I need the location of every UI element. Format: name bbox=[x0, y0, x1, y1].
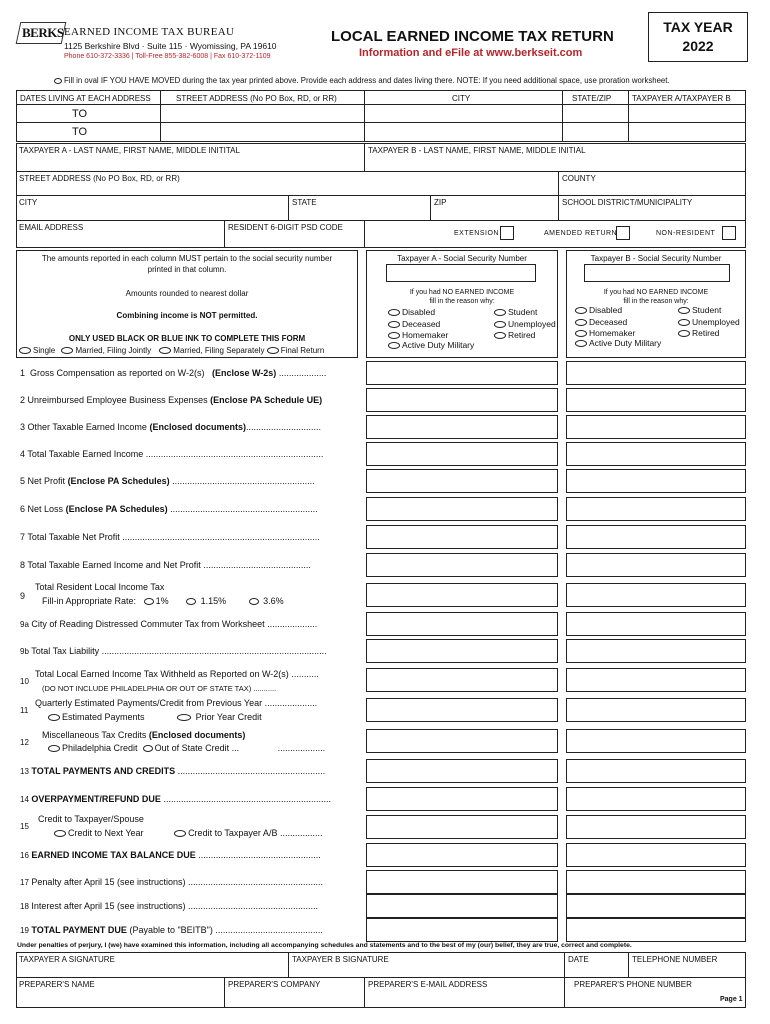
philadelphia-credit-label: Philadelphia Credit bbox=[62, 743, 138, 753]
col-city: CITY bbox=[452, 94, 471, 103]
b-student-oval[interactable] bbox=[678, 307, 690, 314]
line-2-num: 2 bbox=[20, 395, 26, 405]
line-11-amount-a[interactable] bbox=[366, 698, 558, 722]
line-12-dots: ................... bbox=[277, 743, 326, 753]
line-9-num: 9 bbox=[20, 591, 26, 601]
extension-label: EXTENSION bbox=[454, 230, 499, 237]
line-2-amount-a[interactable] bbox=[366, 388, 558, 412]
b-retired-oval[interactable] bbox=[678, 330, 690, 337]
filing-status bbox=[19, 346, 324, 355]
line-8-label bbox=[20, 560, 311, 570]
line-2-amount-b[interactable] bbox=[566, 388, 746, 412]
line-14-bold: OVERPAYMENT/REFUND DUE bbox=[31, 794, 161, 804]
a-student-oval[interactable] bbox=[494, 309, 506, 316]
line-2-bold: (Enclose PA Schedule UE) bbox=[210, 395, 323, 405]
line-16-dots: ................................................. bbox=[198, 850, 321, 860]
filing-joint-oval[interactable] bbox=[61, 347, 73, 354]
taxpayer-a-signature-label: TAXPAYER A SIGNATURE bbox=[19, 955, 115, 964]
line-6-bold: (Enclose PA Schedules) bbox=[65, 504, 168, 514]
preparer-email-label: PREPARER'S E-MAIL ADDRESS bbox=[368, 980, 488, 989]
credit-taxpayer-oval[interactable] bbox=[174, 830, 186, 837]
nonresident-checkbox[interactable] bbox=[722, 226, 736, 240]
line-12-bold: (Enclosed documents) bbox=[148, 730, 246, 740]
date-label: DATE bbox=[568, 955, 589, 964]
line-9b-amount-b[interactable] bbox=[566, 639, 746, 663]
line-1-amount-a[interactable] bbox=[366, 361, 558, 385]
col-taxpayer: TAXPAYER A/TAXPAYER B bbox=[632, 94, 731, 103]
line-6-dots: ........................................................... bbox=[170, 504, 318, 514]
line-16-amount-b[interactable] bbox=[566, 843, 746, 867]
line-1-bold: (Enclose W-2s) bbox=[211, 368, 277, 378]
amended-checkbox[interactable] bbox=[616, 226, 630, 240]
line-19-bold: TOTAL PAYMENT DUE bbox=[31, 925, 127, 935]
line-17-text: Penalty after April 15 (see instructions) bbox=[31, 877, 186, 887]
b-homemaker-label: Homemaker bbox=[589, 328, 636, 338]
line-14-num: 14 bbox=[20, 795, 29, 804]
line-15-amount-a[interactable] bbox=[366, 815, 558, 839]
line-13-label bbox=[20, 766, 325, 776]
line-3-amount-b[interactable] bbox=[566, 415, 746, 439]
line-10-num: 10 bbox=[20, 677, 29, 686]
extension-checkbox[interactable] bbox=[500, 226, 514, 240]
b-student-label: Student bbox=[692, 305, 722, 315]
line-11-text bbox=[35, 698, 317, 708]
line-4-amount-a[interactable] bbox=[366, 442, 558, 466]
line-10-amount-a[interactable] bbox=[366, 668, 558, 692]
tax-year-box bbox=[648, 12, 748, 62]
line-11-amount-b[interactable] bbox=[566, 698, 746, 722]
taxpayer-a-ssn-input[interactable] bbox=[386, 264, 536, 282]
estimated-payments-label: Estimated Payments bbox=[62, 712, 145, 722]
instr-line2: printed in that column. bbox=[147, 265, 227, 274]
b-homemaker-oval[interactable] bbox=[575, 330, 587, 337]
line-19-label bbox=[20, 925, 323, 935]
to-label-2: TO bbox=[72, 126, 88, 138]
a-military-label: Active Duty Military bbox=[402, 339, 475, 350]
line-12-opts bbox=[48, 743, 325, 753]
line-9-sub: Fill-in Appropriate Rate: bbox=[42, 596, 137, 606]
line-9-text: Total Resident Local Income Tax bbox=[35, 582, 165, 592]
filing-final-label: Final Return bbox=[280, 346, 325, 355]
amended-label: AMENDED RETURN bbox=[544, 230, 618, 237]
line-9b-amount-a[interactable] bbox=[366, 639, 558, 663]
line-14-label bbox=[20, 794, 331, 804]
line-4-amount-b[interactable] bbox=[566, 442, 746, 466]
line-18-amount-b[interactable] bbox=[566, 894, 746, 918]
line-4-text: Total Taxable Earned Income bbox=[27, 449, 144, 459]
b-disabled-label: Disabled bbox=[589, 305, 623, 315]
line-13-amount-a[interactable] bbox=[366, 759, 558, 783]
line-15-text: Credit to Taxpayer/Spouse bbox=[38, 814, 144, 824]
line-6-text: Net Loss bbox=[27, 504, 64, 514]
line-16-bold: EARNED INCOME TAX BALANCE DUE bbox=[31, 850, 196, 860]
line-7-dots: ............................................................................... bbox=[122, 532, 320, 542]
perjury-statement: Under penalties of perjury, I (we) have examined this information, including all accompanying schedules and statements and to the best of my (our) belief, they are true, correct and complete. bbox=[17, 942, 632, 949]
line-12-num: 12 bbox=[20, 738, 29, 747]
taxpayer-b-signature-label: TAXPAYER B SIGNATURE bbox=[292, 955, 389, 964]
to-label-1: TO bbox=[72, 108, 88, 120]
telephone-label: TELEPHONE NUMBER bbox=[632, 955, 718, 964]
b-deceased-oval[interactable] bbox=[575, 319, 587, 326]
line-3-bold: (Enclosed documents) bbox=[149, 422, 246, 432]
preparer-phone-label: PREPARER'S PHONE NUMBER bbox=[574, 980, 692, 989]
taxpayer-b-reasons-left bbox=[575, 305, 661, 349]
line-17-amount-a[interactable] bbox=[366, 870, 558, 894]
line-5-num: 5 bbox=[20, 476, 26, 486]
line-17-dots: ...................................................... bbox=[188, 877, 324, 887]
out-of-state-label: Out of State Credit ... bbox=[154, 743, 240, 753]
a-retired-oval[interactable] bbox=[494, 332, 506, 339]
line-9a-dots: .................... bbox=[267, 619, 318, 629]
psd-label: RESIDENT 6-DIGIT PSD CODE bbox=[228, 223, 343, 232]
line-18-amount-a[interactable] bbox=[366, 894, 558, 918]
line-10-sub bbox=[42, 684, 276, 693]
credit-taxpayer-label: Credit to Taxpayer A/B bbox=[188, 828, 278, 838]
line-7-amount-a[interactable] bbox=[366, 525, 558, 549]
line-5-label bbox=[20, 476, 315, 486]
line-18-text: Interest after April 15 (see instructions) bbox=[31, 901, 186, 911]
a-deceased-oval[interactable] bbox=[388, 321, 400, 328]
rate-115-oval[interactable] bbox=[186, 598, 196, 605]
b-unemployed-oval[interactable] bbox=[678, 319, 690, 326]
moved-note-text: Fill in oval IF YOU HAVE MOVED during the tax year printed above. Provide each address and dates living there. NOTE: If you need additional space, use proration worksheet. bbox=[64, 76, 670, 85]
col-street: STREET ADDRESS (No PO Box, RD, or RR) bbox=[176, 94, 337, 103]
line-3-amount-a[interactable] bbox=[366, 415, 558, 439]
line-5-text: Net Profit bbox=[27, 476, 66, 486]
line-1-amount-b[interactable] bbox=[566, 361, 746, 385]
line-18-dots: .................................................... bbox=[188, 901, 319, 911]
state-label: STATE bbox=[292, 198, 317, 207]
line-3-dots: .............................. bbox=[245, 422, 321, 432]
line-14-amount-b[interactable] bbox=[566, 787, 746, 811]
a-homemaker-oval[interactable] bbox=[388, 332, 400, 339]
line-15-dots: ................. bbox=[279, 828, 323, 838]
line-1-text: Gross Compensation as reported on W-2(s) bbox=[30, 368, 205, 378]
b-unemployed-label: Unemployed bbox=[692, 316, 740, 327]
instr-ink: ONLY USED BLACK OR BLUE INK TO COMPLETE THIS FORM bbox=[68, 334, 306, 343]
line-9a-amount-a[interactable] bbox=[366, 612, 558, 636]
logo-text: BERKS bbox=[22, 25, 64, 40]
line-5-bold: (Enclose PA Schedules) bbox=[67, 476, 170, 486]
line-7-num: 7 bbox=[20, 532, 26, 542]
b-military-oval[interactable] bbox=[575, 340, 587, 347]
line-11-dots: ..................... bbox=[264, 698, 318, 708]
taxpayer-a-reasons-left bbox=[388, 307, 474, 351]
line-8-text: Total Taxable Earned Income and Net Profit bbox=[27, 560, 201, 570]
taxpayer-b-no-income-1: If you had NO EARNED INCOME bbox=[603, 289, 709, 296]
credit-next-year-label: Credit to Next Year bbox=[68, 828, 144, 838]
line-16-num: 16 bbox=[20, 851, 29, 860]
line-8-dots: ........................................... bbox=[203, 560, 311, 570]
zip-label: ZIP bbox=[434, 198, 447, 207]
b-retired-label: Retired bbox=[692, 328, 720, 338]
bureau-address: 1125 Berkshire Blvd · Suite 115 · Wyomissing, PA 19610 bbox=[64, 41, 277, 51]
line-4-dots: ....................................................................... bbox=[145, 449, 324, 459]
out-of-state-oval[interactable] bbox=[143, 745, 153, 752]
line-11-main: Quarterly Estimated Payments/Credit from Previous Year bbox=[35, 698, 263, 708]
filing-separate-oval[interactable] bbox=[159, 347, 171, 354]
line-7-text: Total Taxable Net Profit bbox=[27, 532, 120, 542]
line-15-opts bbox=[54, 828, 322, 838]
b-military-label: Active Duty Military bbox=[589, 337, 662, 348]
line-9a-label bbox=[20, 619, 317, 629]
col-dates: DATES LIVING AT EACH ADDRESS bbox=[20, 94, 151, 103]
line-14-amount-a[interactable] bbox=[366, 787, 558, 811]
line-1-dots: ................... bbox=[278, 368, 327, 378]
line-5-amount-a[interactable] bbox=[366, 469, 558, 493]
line-8-amount-b[interactable] bbox=[566, 553, 746, 577]
rate-1-oval[interactable] bbox=[144, 598, 154, 605]
line-5-dots: ......................................................... bbox=[172, 476, 315, 486]
form-title: LOCAL EARNED INCOME TAX RETURN bbox=[331, 28, 614, 45]
line-3-num: 3 bbox=[20, 422, 26, 432]
line-15-amount-b[interactable] bbox=[566, 815, 746, 839]
line-12-main: Miscellaneous Tax Credits bbox=[42, 730, 147, 740]
instr-line1: The amounts reported in each column MUST pertain to the social security number bbox=[41, 254, 333, 263]
line-9a-num: 9a bbox=[20, 620, 29, 629]
line-19-amount-a[interactable] bbox=[366, 918, 558, 942]
line-1-num: 1 bbox=[20, 368, 26, 378]
line-19-amount-b[interactable] bbox=[566, 918, 746, 942]
line-19-text: (Payable to "BEITB") bbox=[129, 925, 213, 935]
line-1-label bbox=[20, 368, 326, 378]
moved-note bbox=[54, 76, 670, 85]
taxpayer-a-ssn-label: Taxpayer A - Social Security Number bbox=[397, 254, 527, 263]
line-9-amount-b[interactable] bbox=[566, 583, 746, 607]
line-5-amount-b[interactable] bbox=[566, 469, 746, 493]
line-12-text bbox=[42, 730, 245, 740]
credit-next-year-oval[interactable] bbox=[54, 830, 66, 837]
school-label: SCHOOL DISTRICT/MUNICIPALITY bbox=[562, 198, 693, 207]
nonresident-label: NON-RESIDENT bbox=[656, 230, 716, 237]
col-state: STATE/ZIP bbox=[572, 94, 612, 103]
line-10-sub-dots: ........... bbox=[253, 684, 277, 693]
line-16-amount-a[interactable] bbox=[366, 843, 558, 867]
rate-1-label: 1% bbox=[155, 596, 169, 606]
b-disabled-oval[interactable] bbox=[575, 307, 587, 314]
line-11-opts bbox=[48, 712, 262, 722]
line-7-amount-b[interactable] bbox=[566, 525, 746, 549]
line-2-label bbox=[20, 395, 322, 405]
line-12-amount-b[interactable] bbox=[566, 729, 746, 753]
line-14-dots: ................................................................... bbox=[163, 794, 331, 804]
a-unemployed-label: Unemployed bbox=[508, 318, 556, 329]
line-19-num: 19 bbox=[20, 926, 29, 935]
a-disabled-label: Disabled bbox=[402, 307, 436, 317]
a-disabled-oval[interactable] bbox=[388, 309, 400, 316]
page-number: Page 1 bbox=[720, 996, 743, 1003]
a-unemployed-oval[interactable] bbox=[494, 321, 506, 328]
filing-separate-label: Married, Filing Separately bbox=[173, 346, 265, 355]
line-10-text bbox=[35, 669, 319, 679]
a-retired-label: Retired bbox=[508, 330, 536, 340]
rate-36-oval[interactable] bbox=[249, 598, 259, 605]
taxpayer-b-ssn-input[interactable] bbox=[584, 264, 730, 282]
line-8-num: 8 bbox=[20, 560, 26, 570]
line-9a-amount-b[interactable] bbox=[566, 612, 746, 636]
line-6-amount-a[interactable] bbox=[366, 497, 558, 521]
line-16-label bbox=[20, 850, 321, 860]
line-4-label bbox=[20, 449, 323, 459]
instr-combining: Combining income is NOT permitted. bbox=[116, 311, 258, 320]
line-17-label bbox=[20, 877, 323, 887]
line-17-amount-b[interactable] bbox=[566, 870, 746, 894]
line-10-main: Total Local Earned Income Tax Withheld as Reported on W-2(s) bbox=[35, 669, 289, 679]
rate-36-label: 3.6% bbox=[263, 596, 284, 606]
line-19-dots: ........................................... bbox=[215, 925, 323, 935]
line-10-sub-text: (DO NOT INCLUDE PHILADELPHIA OR OUT OF STATE TAX) bbox=[42, 684, 252, 693]
moved-oval[interactable] bbox=[54, 78, 62, 84]
filing-joint-label: Married, Filing Jointly bbox=[75, 346, 152, 355]
philadelphia-credit-oval[interactable] bbox=[48, 745, 60, 752]
line-6-label bbox=[20, 504, 318, 514]
line-4-num: 4 bbox=[20, 449, 26, 459]
line-7-label bbox=[20, 532, 320, 542]
prior-year-credit-label: Prior Year Credit bbox=[195, 712, 262, 722]
line-2-text: Unreimbursed Employee Business Expenses bbox=[27, 395, 208, 405]
line-10-amount-b[interactable] bbox=[566, 668, 746, 692]
taxpayer-b-reasons-right bbox=[678, 305, 740, 340]
line-15-num: 15 bbox=[20, 822, 29, 831]
line-9b-num: 9b bbox=[20, 647, 29, 656]
line-13-num: 13 bbox=[20, 767, 29, 776]
line-9-amount-a[interactable] bbox=[366, 583, 558, 607]
line-13-bold: TOTAL PAYMENTS AND CREDITS bbox=[31, 766, 176, 776]
line-17-num: 17 bbox=[20, 878, 29, 887]
rate-115-label: 1.15% bbox=[200, 596, 227, 606]
email-label: EMAIL ADDRESS bbox=[19, 223, 84, 232]
line-3-text: Other Taxable Earned Income bbox=[27, 422, 147, 432]
taxpayer-a-name-label: TAXPAYER A - LAST NAME, FIRST NAME, MIDDLE INITITAL bbox=[19, 146, 240, 155]
taxpayer-b-ssn-label: Taxpayer B - Social Security Number bbox=[590, 254, 722, 263]
taxpayer-a-reasons-right bbox=[494, 307, 556, 342]
line-18-label bbox=[20, 901, 318, 911]
a-homemaker-label: Homemaker bbox=[402, 330, 449, 340]
preparer-name-label: PREPARER'S NAME bbox=[19, 980, 95, 989]
a-student-label: Student bbox=[508, 307, 538, 317]
prior-year-credit-oval[interactable] bbox=[177, 714, 191, 721]
city-label: CITY bbox=[19, 198, 38, 207]
line-9a-text: City of Reading Distressed Commuter Tax from Worksheet bbox=[31, 619, 265, 629]
street-label: STREET ADDRESS (No PO Box, RD, or RR) bbox=[19, 174, 180, 183]
taxpayer-a-no-income-1: If you had NO EARNED INCOME bbox=[409, 289, 515, 296]
line-12-amount-a[interactable] bbox=[366, 729, 558, 753]
line-13-amount-b[interactable] bbox=[566, 759, 746, 783]
a-deceased-label: Deceased bbox=[402, 318, 441, 329]
bureau-name: EARNED INCOME TAX BUREAU bbox=[64, 26, 235, 38]
line-3-label bbox=[20, 422, 321, 432]
tax-year-value: 2022 bbox=[682, 38, 714, 54]
line-13-dots: ........................................................... bbox=[177, 766, 326, 776]
line-9b-text: Total Tax Liability bbox=[31, 646, 100, 656]
county-label: COUNTY bbox=[562, 174, 596, 183]
taxpayer-b-no-income-2: fill in the reason why: bbox=[623, 298, 689, 305]
estimated-payments-oval[interactable] bbox=[48, 714, 60, 721]
instr-rounded: Amounts rounded to nearest dollar bbox=[125, 289, 249, 298]
tax-year-label: TAX YEAR bbox=[663, 19, 733, 35]
line-6-num: 6 bbox=[20, 504, 26, 514]
line-10-dots: ........... bbox=[291, 669, 319, 679]
filing-single-oval[interactable] bbox=[19, 347, 31, 354]
line-9b-label bbox=[20, 646, 327, 656]
form-subtitle: Information and eFile at www.berkseit.com bbox=[359, 47, 583, 59]
taxpayer-a-no-income-2: fill in the reason why: bbox=[429, 298, 495, 305]
line-11-num: 11 bbox=[20, 706, 29, 715]
preparer-company-label: PREPARER'S COMPANY bbox=[228, 980, 321, 989]
taxpayer-b-name-label: TAXPAYER B - LAST NAME, FIRST NAME, MIDDLE INITIAL bbox=[368, 146, 586, 155]
bureau-phones: Phone 610-372-3336 | Toll-Free 855-382-6008 | Fax 610-372-1109 bbox=[64, 53, 271, 60]
line-18-num: 18 bbox=[20, 902, 29, 911]
line-9b-dots: .......................................................................................... bbox=[101, 646, 327, 656]
filing-single-label: Single bbox=[33, 346, 56, 355]
line-9-rates bbox=[42, 596, 284, 606]
b-deceased-label: Deceased bbox=[589, 316, 628, 327]
filing-final-oval[interactable] bbox=[267, 347, 279, 354]
line-6-amount-b[interactable] bbox=[566, 497, 746, 521]
line-8-amount-a[interactable] bbox=[366, 553, 558, 577]
a-military-oval[interactable] bbox=[388, 342, 400, 349]
